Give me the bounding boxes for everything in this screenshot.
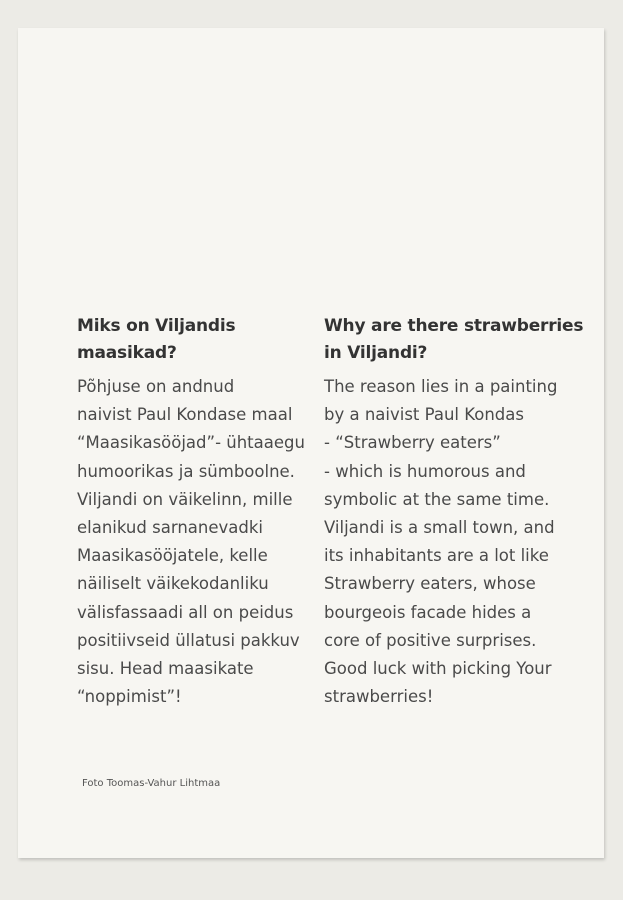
estonian-column bbox=[77, 313, 309, 711]
text-line: Strawberry eaters, whose bbox=[324, 574, 536, 594]
text-line: sisu. Head maasikate bbox=[77, 659, 254, 679]
heading-line: in Viljandi? bbox=[324, 343, 428, 363]
text-line: its inhabitants are a lot like bbox=[324, 546, 549, 566]
text-line: bourgeois facade hides a bbox=[324, 602, 532, 622]
text-line: naivist Paul Kondase maal bbox=[77, 405, 293, 425]
text-line: Viljandi is a small town, and bbox=[324, 518, 555, 538]
text-line: - which is humorous and bbox=[324, 461, 526, 481]
text-line: Good luck with picking Your bbox=[324, 659, 552, 679]
english-heading bbox=[324, 313, 584, 367]
heading-line: Why are there strawberries bbox=[324, 316, 584, 336]
postcard-back bbox=[18, 28, 604, 858]
text-line: välisfassaadi all on peidus bbox=[77, 602, 294, 622]
text-line: by a naivist Paul Kondas bbox=[324, 405, 524, 425]
text-line: elanikud sarnanevadki bbox=[77, 518, 263, 538]
text-line: näiliselt väikekodanliku bbox=[77, 574, 269, 594]
text-line: The reason lies in a painting bbox=[324, 377, 558, 396]
text-line: strawberries! bbox=[324, 687, 434, 707]
english-body bbox=[324, 373, 574, 711]
text-line: “Maasikasööjad”- ühtaaegu bbox=[77, 433, 305, 453]
text-line: core of positive surprises. bbox=[324, 630, 537, 650]
text-line: Maasikasööjatele, kelle bbox=[77, 546, 268, 566]
text-line: symbolic at the same time. bbox=[324, 489, 550, 509]
text-line: - “Strawberry eaters” bbox=[324, 433, 501, 453]
text-line: positiivseid üllatusi pakkuv bbox=[77, 630, 300, 650]
text-line: Viljandi on väikelinn, mille bbox=[77, 489, 293, 509]
text-line: “noppimist”! bbox=[77, 687, 182, 707]
text-line: humoorikas ja sümboolne. bbox=[77, 461, 295, 481]
estonian-heading: Miks on Viljandis maasikad? bbox=[77, 316, 236, 363]
text-line: Põhjuse on andnud bbox=[77, 377, 235, 396]
english-column bbox=[324, 313, 584, 711]
estonian-body bbox=[77, 373, 309, 711]
photo-credit: Foto Toomas-Vahur Lihtmaa bbox=[82, 778, 221, 789]
